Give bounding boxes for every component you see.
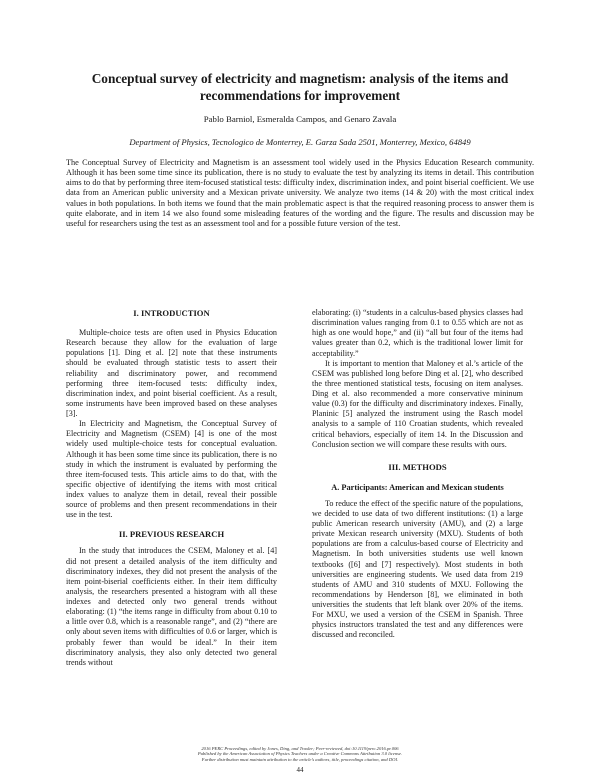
introduction-paragraph-1: Multiple-choice tests are often used in Physics Education Research because they allow for the evaluation of large populations [1]. Ding et al. [2] note that these instruments should be evaluated through statistic tests to assert their reliability and discriminatory power, and recommend performing three item-focused tests: difficulty index, discrimination index, and point biserial coefficient. As a result, some instruments have been improved based on these analyses [3].: [66, 328, 277, 418]
introduction-heading: I. INTRODUCTION: [133, 308, 210, 318]
left-column: [66, 308, 277, 668]
introduction-paragraph-2: In Electricity and Magnetism, the Conceptual Survey of Electricity and Magnetism (CSEM) [4] is one of the most widely used multiple-choice tests for conceptual evaluation. Although it has been some time since its publication, there is no study in which the instrument is evaluated by performing the three item-focused tests. This article aims to do that, with the specific objective of identifying the items with most critical index values to analyze them in detail, reveal their possible source of problems and then present recommendations in their use in the test.: [66, 419, 277, 520]
footer-line-3: Further distribution must maintain attribution to the article’s authors, title, proceedings citation, and DOI.: [201, 756, 399, 762]
previous-research-heading: II. PREVIOUS RESEARCH: [118, 529, 225, 540]
footer-line-2: Published by the American Association of Physics Teachers under a Creative Commons Attribution 3.0 license.: [197, 751, 403, 757]
footer-line-1: 2016 PERC Proceedings, edited by Jones, Ding, and Traxler; Peer-reviewed, doi:10.1119/perc.2016.pr.006: [201, 746, 399, 751]
methods-heading: III. METHODS: [388, 461, 447, 472]
abstract: The Conceptual Survey of Electricity and Magnetism is an assessment tool widely used in the Physics Education Research community. Although it has been some time since its publication, there is no study to evaluate the test by analyzing its items in detail. This contribution aims to do that by performing three item-focused statistical tests: difficulty index, discrimination index, and point biserial coefficient. We use data from an American public university and a Mexican private university. We analyze two items (14 & 20) with the most critical index values in both populations. In both items we found that the main problematic aspect is that the required reasoning process to answer them is quite elaborate, and in item 14 we also found some misleading features of the wording and the figure. The results and discussion may be useful for researchers using the test as an assessment tool and for a possible future version of the test.: [66, 158, 534, 228]
previous-research-continuation: elaborating: (i) “students in a calculus-based physics classes had discrimination values ranging from 0.1 to 0.55 which are not as high as one would hope,” and (ii) “all but four of the items had values greater than 0.2, which is the traditional lower limit for acceptability.”: [312, 308, 523, 358]
previous-research-paragraph-2: It is important to mention that Maloney et al.’s article of the CSEM was published long before Ding et al. [2], who described the three mentioned statistical tests, focusing on item analyses. Ding et al. also recommended a more conservative mininum value (0.3) for the difficulty and discriminatory indexes. Finally, Planinic [5] analyzed the instrument using the Rasch model analysis to a sample of 110 Croatian students, which revealed critical behaviors, especially of item 14. In the Discussion and Conclusion section we will compare these results with ours.: [312, 358, 523, 449]
page-number: 44: [296, 766, 304, 774]
footer-citation: [90, 746, 510, 762]
participants-subheading: A. Participants: American and Mexican students: [331, 482, 504, 492]
authors: Pablo Barniol, Esmeralda Campos, and Genaro Zavala: [203, 114, 397, 124]
participants-paragraph: To reduce the effect of the specific nature of the populations, we decided to use data of two different institutions: (1) a large public American research university (AMU), and (2) a large private Mexican research university (MXU). Students of both populations are from a calculus-based course of Electricity and Magnetism. In both universities students use well known textbooks ([6] and [7] respectively). Most students in both universities are engineering students. We used data from 219 students of AMU and 310 students of MXU. Following the recommendations by Henderson [8], we eliminated in both universities the students that left blank over 20% of the items. For MXU, we used a version of the CSEM in Spanish. Three physics instructors translated the test and any differences were discussed and reconciled.: [312, 498, 523, 640]
previous-research-paragraph-1: In the study that introduces the CSEM, Maloney et al. [4] did not present a detailed analysis of the item difficulty and discriminatory indexes, they did not present the analysis of the item point-biserial coefficients either. In their item difficulty analysis, the researchers presented a histogram with all these indexes and detected only two general trends without elaborating: (1) “the items range in difficulty from about 0.10 to a little over 0.8, which is a reasonable range”, and (2) “there are only about seven items with difficulties of 0.6 or larger, which is probably fewer than would be ideal.” In their item discriminatory analysis, they also only detected two general trends without: [66, 546, 277, 667]
affiliation: Department of Physics, Tecnologico de Monterrey, E. Garza Sada 2501, Monterrey, Mexico, 64849: [129, 137, 471, 147]
paper-title: Conceptual survey of electricity and magnetism: analysis of the items and recommendations for improvement: [91, 71, 509, 103]
right-column: [312, 308, 523, 641]
